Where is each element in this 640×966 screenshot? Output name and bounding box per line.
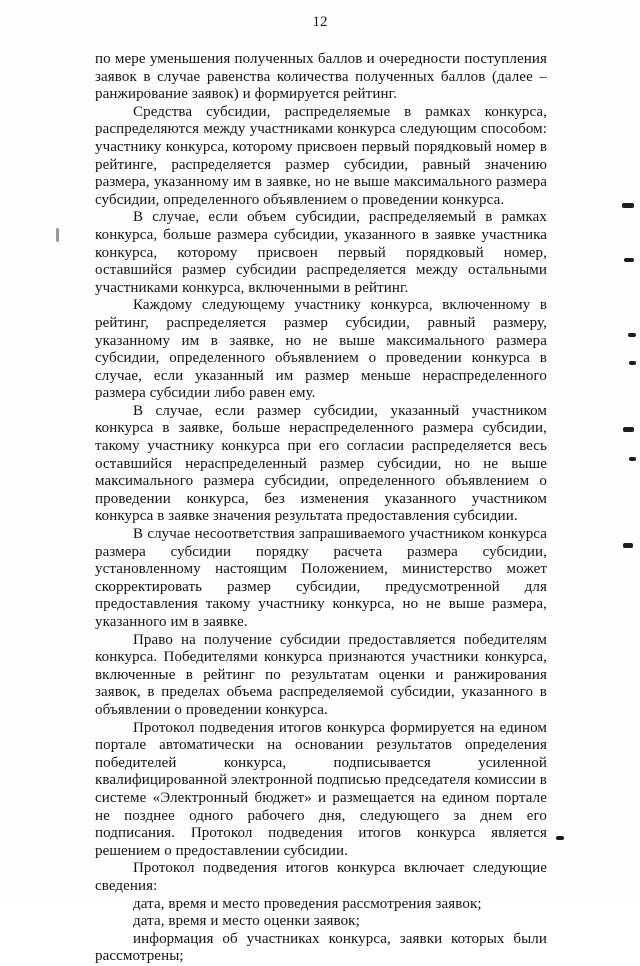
paragraph: Протокол подведения итогов конкурса включает следующие сведения:	[95, 860, 547, 894]
page-number: 12	[312, 14, 328, 30]
scan-artifact	[623, 427, 634, 432]
paragraph: В случае, если объем субсидии, распределяемый в рамках конкурса, больше размера субсидии, указанного в заявке участника конкурса, которому присвоен первый порядковый номер, оставшийся размер субсидии распределяется между остальными участниками конкурса, включенными в рейтинг.	[95, 209, 547, 296]
paragraph: Протокол подведения итогов конкурса формируется на едином портале автоматически на основании результатов определения победителей конкурса, подписывается усиленной квалифицированной электронной подписью председателя комиссии в системе «Электронный бюджет» и размещается на едином портале не позднее одного рабочего дня, следующего за днем его подписания. Протокол подведения итогов конкурса является решением о предоставлении субсидии.	[95, 719, 547, 859]
paragraph: Средства субсидии, распределяемые в рамках конкурса, распределяются между участниками конкурса следующим способом: участнику конкурса, которому присвоен первый порядковый номер в рейтинге, распределяется размер субсидии, равный значению размера, указанному им в заявке, но не выше максимального размера субсидии, определенного объявлением о проведении конкурса.	[95, 103, 547, 208]
scan-artifact	[628, 333, 636, 337]
scan-artifact	[624, 258, 634, 262]
paragraph: информация об участниках конкурса, заявки которых были рассмотрены;	[95, 930, 547, 965]
scan-artifact	[629, 457, 636, 461]
scan-artifact	[622, 203, 634, 208]
scan-artifact	[56, 228, 59, 242]
paragraph: дата, время и место оценки заявок;	[133, 913, 360, 930]
paragraph: Каждому следующему участнику конкурса, включенному в рейтинг, распределяется размер субсидии, равный размеру, указанному им в заявке, но не выше максимального размера субсидии, определенного объявлением о проведении конкурса в случае, если указанный им размер меньше нераспределенного размера субсидии либо равен ему.	[95, 297, 547, 402]
paragraph: В случае несоответствия запрашиваемого участником конкурса размера субсидии порядку расчета размера субсидии, установленному настоящим Положением, министерство может скорректировать размер субсидии, предусмотренной для предоставления такому участнику конкурса, но не выше размера, указанного им в заявке.	[95, 526, 547, 630]
paragraph: дата, время и место проведения рассмотрения заявок;	[133, 895, 482, 912]
paragraph: В случае, если размер субсидии, указанный участником конкурса в заявке, больше нераспределенного размера субсидии, такому участнику конкурса при его согласии распределяется весь оставшийся нераспределенный размер субсидии, но не выше максимального размера субсидии, определенного объявлением о проведении конкурса, без изменения указанного участником конкурса в заявке значения результата предоставления субсидии.	[95, 402, 547, 525]
scan-artifact	[556, 836, 564, 840]
paragraph: по мере уменьшения полученных баллов и очередности поступления заявок в случае равенства количества полученных баллов (далее – ранжирование заявок) и формируется рейтинг.	[95, 51, 547, 103]
scan-artifact	[629, 361, 636, 365]
scan-artifact	[623, 543, 633, 548]
paragraph: Право на получение субсидии предоставляется победителям конкурса. Победителями конкурса признаются участники конкурса, включенные в рейтинг по результатам оценки и ранжирования заявок, в пределах объема распределяемой субсидии, указанного в объявлении о проведении конкурса.	[95, 631, 547, 718]
document-body	[95, 51, 547, 966]
